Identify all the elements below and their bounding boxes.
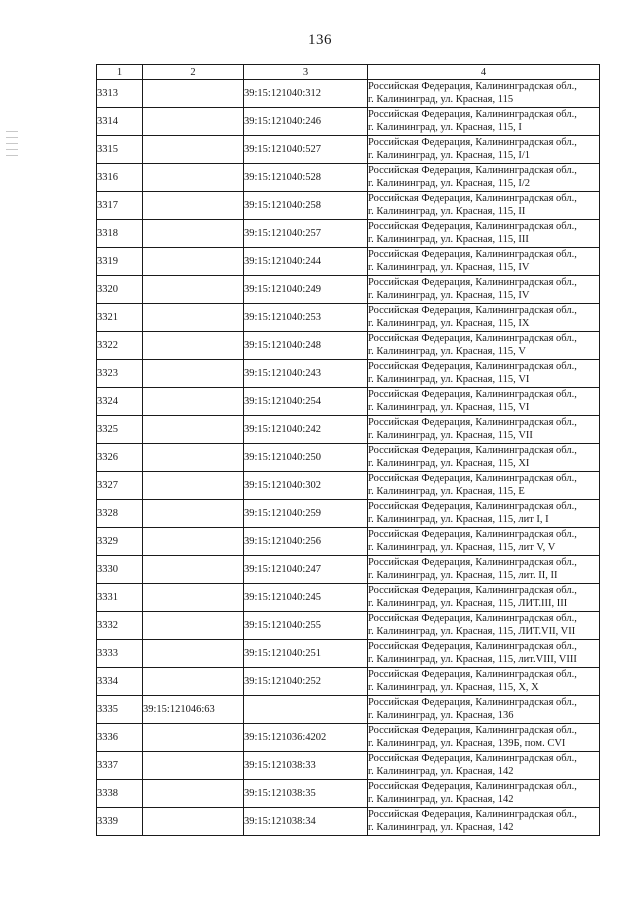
table-row	[97, 136, 600, 164]
address-cell	[368, 808, 600, 836]
table-row	[97, 304, 600, 332]
cadastral-number-object: 39:15:121036:4202	[244, 724, 368, 752]
cadastral-number-land	[143, 584, 244, 612]
cadastral-number-object: 39:15:121040:255	[244, 612, 368, 640]
address-line-street: г. Калининград, ул. Красная, 115, IV	[368, 261, 530, 273]
address-line-street: г. Калининград, ул. Красная, 115, IV	[368, 289, 530, 301]
table-row	[97, 556, 600, 584]
address-cell	[368, 416, 600, 444]
address-cell	[368, 360, 600, 388]
row-number: 3318	[97, 220, 143, 248]
scan-margin-mark	[6, 126, 18, 172]
address-line-street: г. Калининград, ул. Красная, 115, лит V, V	[368, 541, 556, 553]
address-line-street: г. Калининград, ул. Красная, 115, ЛИТ.VII, VII	[368, 625, 576, 637]
row-number: 3333	[97, 640, 143, 668]
cadastral-number-land	[143, 192, 244, 220]
page-number: 136	[308, 32, 332, 48]
row-number: 3331	[97, 584, 143, 612]
cadastral-number-object: 39:15:121040:312	[244, 80, 368, 108]
cadastral-number-land	[143, 360, 244, 388]
cadastral-number-land	[143, 80, 244, 108]
cadastral-number-object: 39:15:121040:244	[244, 248, 368, 276]
cadastral-number-object	[244, 696, 368, 724]
row-number: 3323	[97, 360, 143, 388]
row-number: 3334	[97, 668, 143, 696]
row-number: 3324	[97, 388, 143, 416]
row-number: 3325	[97, 416, 143, 444]
cadastral-number-land	[143, 388, 244, 416]
address-line-street: г. Калининград, ул. Красная, 115, I/1	[368, 149, 531, 161]
address-cell	[368, 220, 600, 248]
address-line-region: Российская Федерация, Калининградская обл.,	[368, 109, 577, 120]
cadastral-number-land	[143, 444, 244, 472]
address-line-region: Российская Федерация, Калининградская обл.,	[368, 669, 577, 680]
address-line-region: Российская Федерация, Калининградская обл.,	[368, 725, 577, 736]
address-cell	[368, 612, 600, 640]
row-number: 3313	[97, 80, 143, 108]
address-line-region: Российская Федерация, Калининградская обл.,	[368, 557, 577, 568]
cadastral-number-object: 39:15:121040:242	[244, 416, 368, 444]
address-line-region: Российская Федерация, Калининградская обл.,	[368, 417, 577, 428]
address-cell	[368, 276, 600, 304]
cadastral-number-land	[143, 780, 244, 808]
address-line-region: Российская Федерация, Калининградская обл.,	[368, 697, 577, 708]
address-line-street: г. Калининград, ул. Красная, 139Б, пом. CVI	[368, 737, 566, 749]
table-row	[97, 444, 600, 472]
address-line-region: Российская Федерация, Калининградская обл.,	[368, 249, 577, 260]
address-line-street: г. Калининград, ул. Красная, 115, X, X	[368, 681, 539, 693]
address-line-street: г. Калининград, ул. Красная, 115, II	[368, 205, 526, 217]
table-row	[97, 192, 600, 220]
address-cell	[368, 472, 600, 500]
cadastral-number-land	[143, 164, 244, 192]
cadastral-number-land	[143, 276, 244, 304]
cadastral-number-land	[143, 724, 244, 752]
address-line-street: г. Калининград, ул. Красная, 115, Е	[368, 485, 525, 497]
row-number: 3317	[97, 192, 143, 220]
table-row	[97, 808, 600, 836]
address-line-region: Российская Федерация, Калининградская обл.,	[368, 81, 577, 92]
row-number: 3339	[97, 808, 143, 836]
table-row	[97, 416, 600, 444]
address-line-region: Российская Федерация, Калининградская обл.,	[368, 641, 577, 652]
address-cell	[368, 164, 600, 192]
address-cell	[368, 640, 600, 668]
cadastral-number-land	[143, 500, 244, 528]
cadastral-number-land	[143, 332, 244, 360]
cadastral-number-land	[143, 472, 244, 500]
address-cell	[368, 248, 600, 276]
row-number: 3330	[97, 556, 143, 584]
cadastral-number-object: 39:15:121040:247	[244, 556, 368, 584]
cadastral-number-object: 39:15:121038:35	[244, 780, 368, 808]
cadastral-number-object: 39:15:121040:246	[244, 108, 368, 136]
cadastral-number-land	[143, 108, 244, 136]
address-line-street: г. Калининград, ул. Красная, 115, VI	[368, 373, 530, 385]
address-line-street: г. Калининград, ул. Красная, 115, лит. II, II	[368, 569, 558, 581]
table-row	[97, 696, 600, 724]
address-line-region: Российская Федерация, Калининградская обл.,	[368, 165, 577, 176]
cadastral-number-land	[143, 752, 244, 780]
table-row	[97, 528, 600, 556]
cadastral-number-object: 39:15:121040:259	[244, 500, 368, 528]
table-header-row	[97, 65, 600, 80]
row-number: 3329	[97, 528, 143, 556]
row-number: 3321	[97, 304, 143, 332]
address-cell	[368, 500, 600, 528]
cadastral-number-object: 39:15:121040:248	[244, 332, 368, 360]
address-cell	[368, 108, 600, 136]
address-line-street: г. Калининград, ул. Красная, 142	[368, 765, 514, 777]
cadastral-number-object: 39:15:121040:249	[244, 276, 368, 304]
address-line-region: Российская Федерация, Калининградская обл.,	[368, 193, 577, 204]
cadastral-number-object: 39:15:121040:256	[244, 528, 368, 556]
table-row	[97, 724, 600, 752]
row-number: 3332	[97, 612, 143, 640]
address-line-street: г. Калининград, ул. Красная, 115, I/2	[368, 177, 531, 189]
address-line-street: г. Калининград, ул. Красная, 115, лит I, I	[368, 513, 549, 525]
address-cell	[368, 192, 600, 220]
cadastral-number-object: 39:15:121040:254	[244, 388, 368, 416]
table-row	[97, 164, 600, 192]
address-cell	[368, 556, 600, 584]
row-number: 3316	[97, 164, 143, 192]
address-line-street: г. Калининград, ул. Красная, 142	[368, 821, 514, 833]
address-cell	[368, 668, 600, 696]
table-row	[97, 752, 600, 780]
address-line-street: г. Калининград, ул. Красная, 115, IX	[368, 317, 530, 329]
table-row	[97, 640, 600, 668]
row-number: 3338	[97, 780, 143, 808]
table-row	[97, 668, 600, 696]
address-line-street: г. Калининград, ул. Красная, 115, III	[368, 233, 529, 245]
address-line-region: Российская Федерация, Калининградская обл.,	[368, 501, 577, 512]
table-row	[97, 584, 600, 612]
address-cell	[368, 80, 600, 108]
address-line-region: Российская Федерация, Калининградская обл.,	[368, 473, 577, 484]
table-row	[97, 360, 600, 388]
cadastral-number-object: 39:15:121040:258	[244, 192, 368, 220]
cadastral-number-object: 39:15:121040:302	[244, 472, 368, 500]
cadastral-number-object: 39:15:121040:250	[244, 444, 368, 472]
address-line-region: Российская Федерация, Калининградская обл.,	[368, 137, 577, 148]
cadastral-number-object: 39:15:121040:245	[244, 584, 368, 612]
table-row	[97, 80, 600, 108]
address-line-street: г. Калининград, ул. Красная, 115, ЛИТ.III, III	[368, 597, 568, 609]
address-cell	[368, 780, 600, 808]
cadastral-number-land	[143, 612, 244, 640]
address-line-region: Российская Федерация, Калининградская обл.,	[368, 221, 577, 232]
cadastral-number-object: 39:15:121040:253	[244, 304, 368, 332]
row-number: 3319	[97, 248, 143, 276]
property-registry-table	[96, 64, 600, 836]
cadastral-number-object: 39:15:121040:257	[244, 220, 368, 248]
row-number: 3322	[97, 332, 143, 360]
column-header: 3	[244, 65, 368, 80]
address-line-region: Российская Федерация, Калининградская обл.,	[368, 277, 577, 288]
row-number: 3315	[97, 136, 143, 164]
address-cell	[368, 444, 600, 472]
address-cell	[368, 752, 600, 780]
table-row	[97, 780, 600, 808]
table-row	[97, 612, 600, 640]
cadastral-number-land	[143, 808, 244, 836]
row-number: 3328	[97, 500, 143, 528]
address-cell	[368, 304, 600, 332]
address-line-street: г. Калининград, ул. Красная, 115, XI	[368, 457, 530, 469]
row-number: 3320	[97, 276, 143, 304]
cadastral-number-land	[143, 556, 244, 584]
address-line-street: г. Калининград, ул. Красная, 115, V	[368, 345, 526, 357]
address-cell	[368, 332, 600, 360]
address-line-region: Российская Федерация, Калининградская обл.,	[368, 753, 577, 764]
column-header: 4	[368, 65, 600, 80]
table-row	[97, 332, 600, 360]
table-row	[97, 388, 600, 416]
address-line-street: г. Калининград, ул. Красная, 115, VI	[368, 401, 530, 413]
address-line-region: Российская Федерация, Калининградская обл.,	[368, 445, 577, 456]
address-cell	[368, 724, 600, 752]
column-header: 2	[143, 65, 244, 80]
cadastral-number-land	[143, 668, 244, 696]
row-number: 3337	[97, 752, 143, 780]
address-cell	[368, 136, 600, 164]
table-row	[97, 500, 600, 528]
column-header: 1	[97, 65, 143, 80]
cadastral-number-object: 39:15:121040:251	[244, 640, 368, 668]
row-number: 3335	[97, 696, 143, 724]
address-cell	[368, 584, 600, 612]
row-number: 3327	[97, 472, 143, 500]
table-row	[97, 472, 600, 500]
address-line-region: Российская Федерация, Калининградская обл.,	[368, 613, 577, 624]
address-line-region: Российская Федерация, Калининградская обл.,	[368, 305, 577, 316]
cadastral-number-land	[143, 416, 244, 444]
cadastral-number-land	[143, 304, 244, 332]
address-line-street: г. Калининград, ул. Красная, 115, VII	[368, 429, 533, 441]
address-line-region: Российская Федерация, Калининградская обл.,	[368, 361, 577, 372]
cadastral-number-land	[143, 220, 244, 248]
address-line-region: Российская Федерация, Калининградская обл.,	[368, 781, 577, 792]
address-cell	[368, 528, 600, 556]
address-line-region: Российская Федерация, Калининградская обл.,	[368, 809, 577, 820]
row-number: 3336	[97, 724, 143, 752]
cadastral-number-object: 39:15:121038:33	[244, 752, 368, 780]
address-line-region: Российская Федерация, Калининградская обл.,	[368, 585, 577, 596]
cadastral-number-object: 39:15:121040:527	[244, 136, 368, 164]
address-line-region: Российская Федерация, Калининградская обл.,	[368, 529, 577, 540]
address-line-street: г. Калининград, ул. Красная, 142	[368, 793, 514, 805]
cadastral-number-land	[143, 248, 244, 276]
cadastral-number-object: 39:15:121040:243	[244, 360, 368, 388]
address-cell	[368, 696, 600, 724]
cadastral-number-land: 39:15:121046:63	[143, 696, 244, 724]
table-row	[97, 276, 600, 304]
address-line-region: Российская Федерация, Калининградская обл.,	[368, 333, 577, 344]
address-line-street: г. Калининград, ул. Красная, 115, I	[368, 121, 522, 133]
cadastral-number-land	[143, 640, 244, 668]
cadastral-number-object: 39:15:121038:34	[244, 808, 368, 836]
cadastral-number-object: 39:15:121040:528	[244, 164, 368, 192]
cadastral-number-land	[143, 136, 244, 164]
table-row	[97, 220, 600, 248]
table-row	[97, 248, 600, 276]
address-line-street: г. Калининград, ул. Красная, 115	[368, 93, 514, 105]
row-number: 3326	[97, 444, 143, 472]
cadastral-number-object: 39:15:121040:252	[244, 668, 368, 696]
row-number: 3314	[97, 108, 143, 136]
address-line-street: г. Калининград, ул. Красная, 115, лит.VIII, VIII	[368, 653, 577, 665]
address-line-street: г. Калининград, ул. Красная, 136	[368, 709, 514, 721]
table-row	[97, 108, 600, 136]
address-line-region: Российская Федерация, Калининградская обл.,	[368, 389, 577, 400]
address-cell	[368, 388, 600, 416]
cadastral-number-land	[143, 528, 244, 556]
